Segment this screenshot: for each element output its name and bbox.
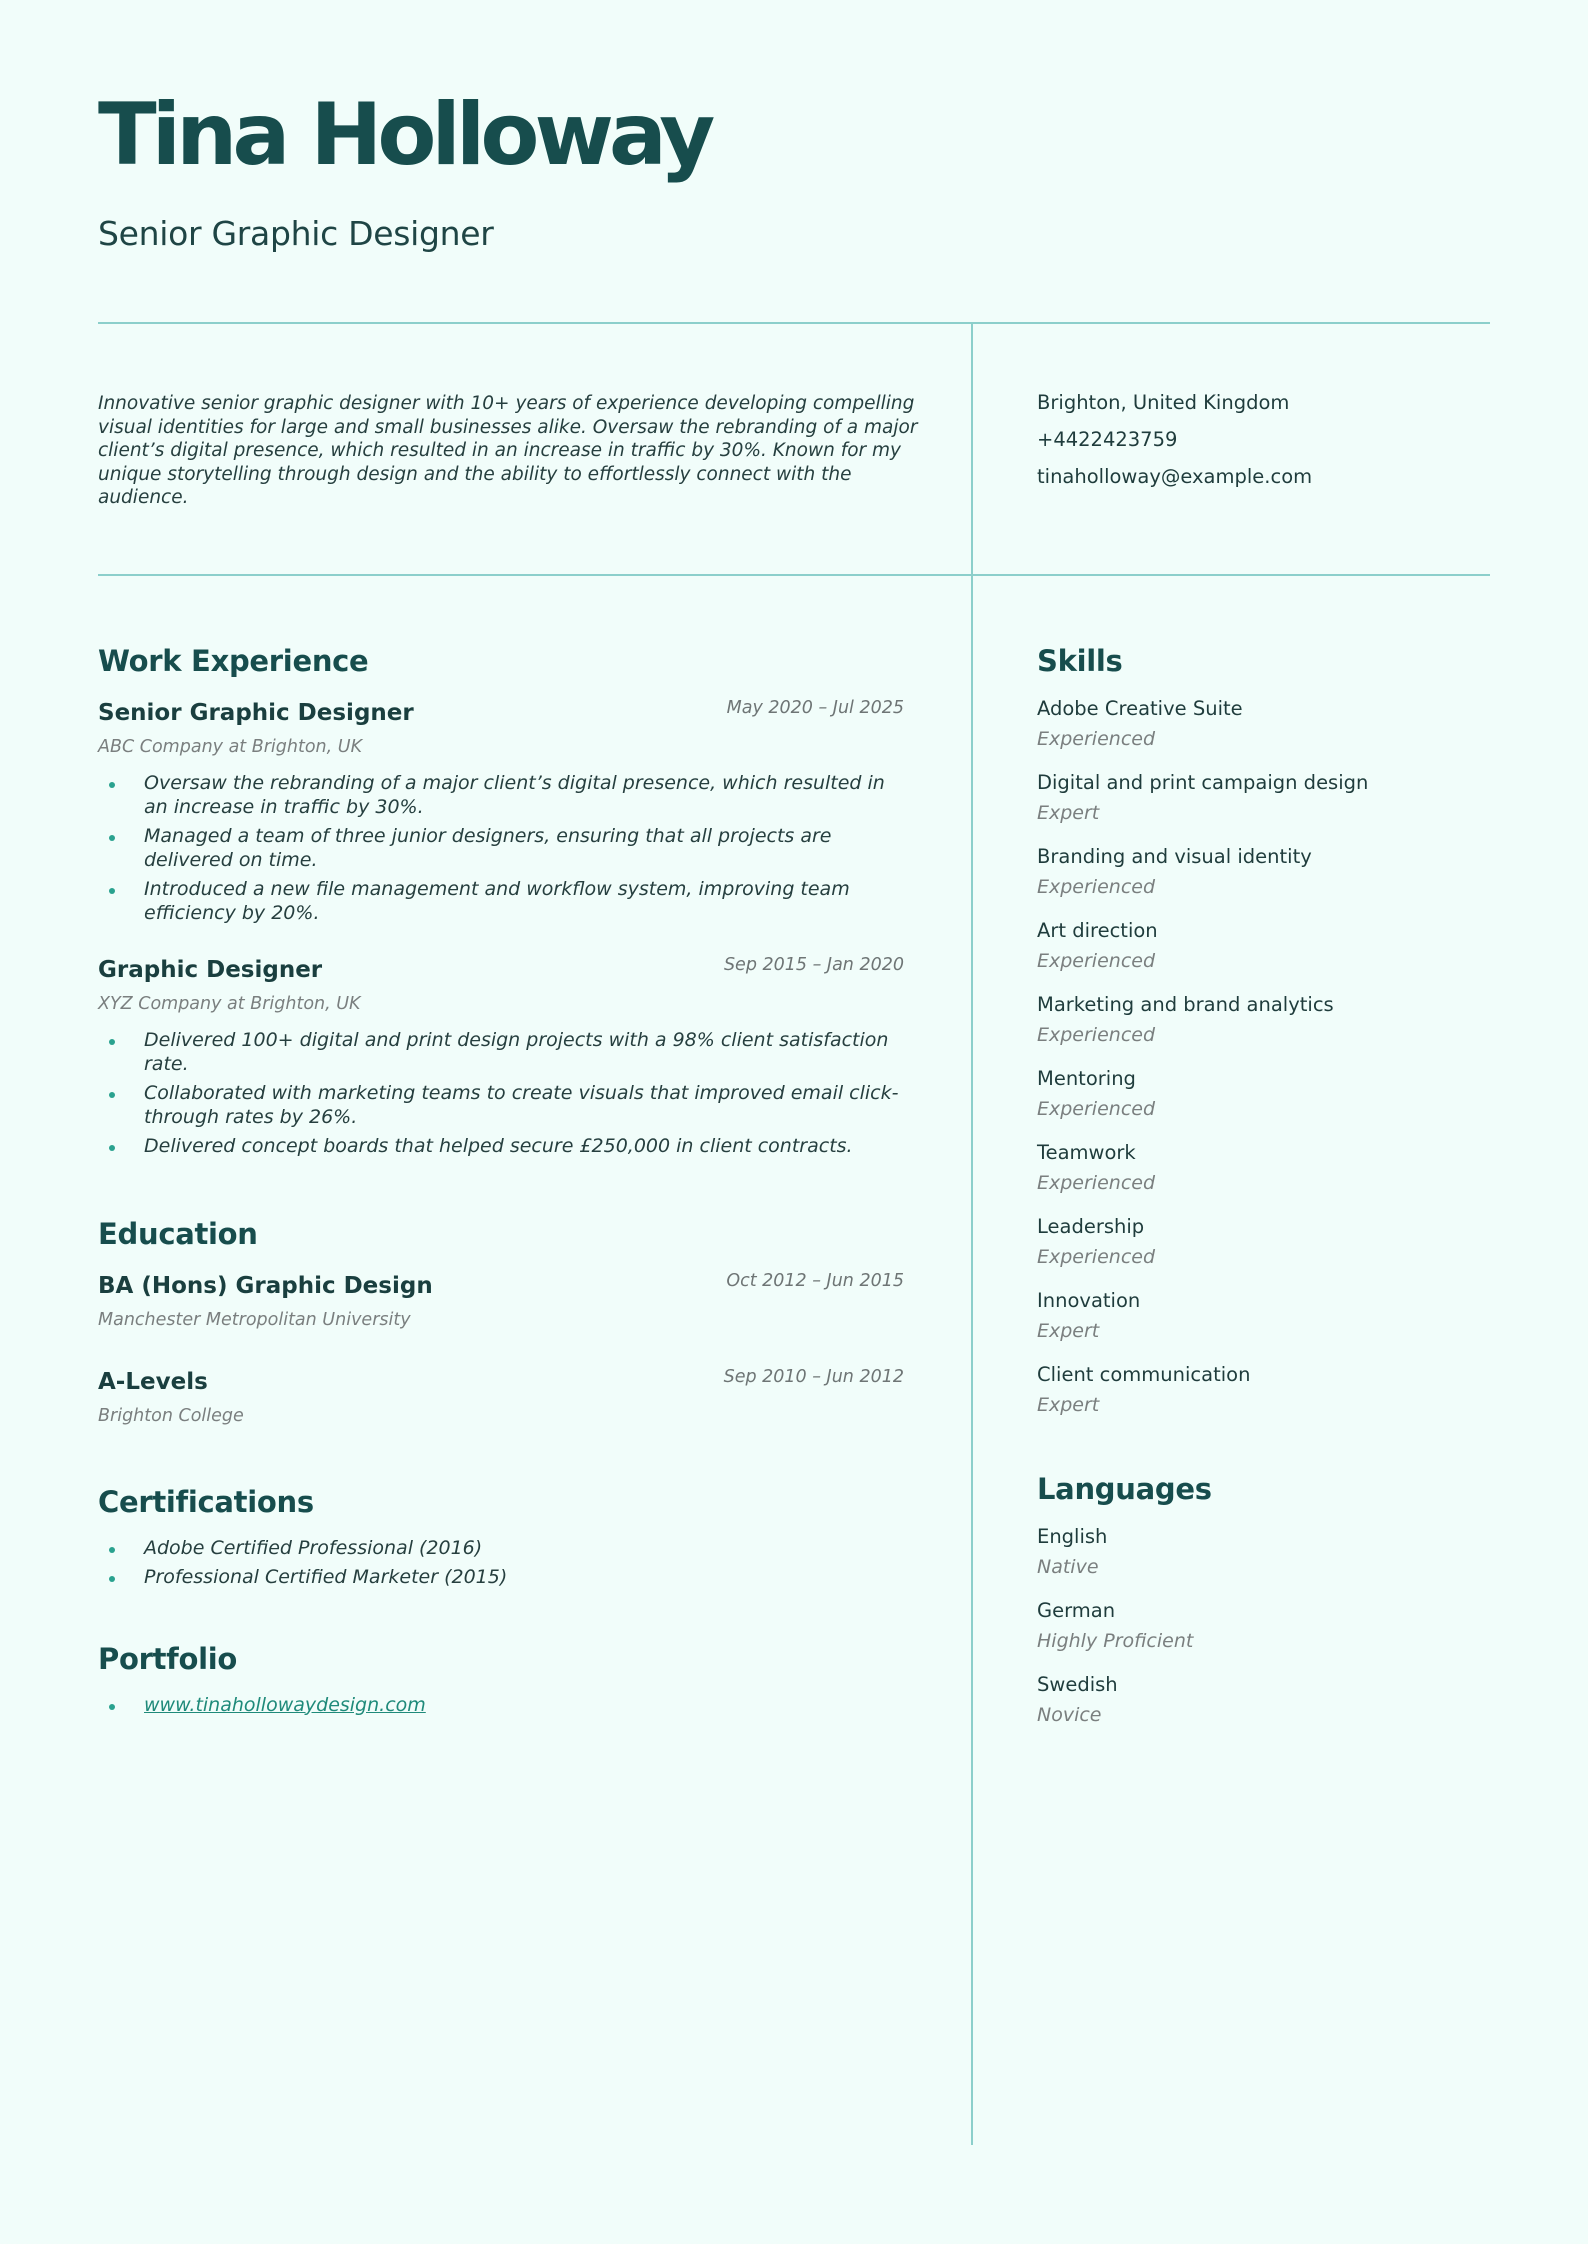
skill-item [1037,918,1487,974]
section-heading: Education [98,1216,258,1251]
top-divider [98,322,1490,324]
contact-info [1037,390,1312,501]
degree-title: BA (Hons) Graphic Design [98,1272,433,1299]
job-role: Senior Graphic Designer [98,700,414,726]
list-item [144,1694,904,1718]
section-heading: Portfolio [98,1641,237,1676]
list-item: Professional Certified Marketer (2015) [144,1566,904,1590]
skill-level: Experienced [1037,1246,1156,1268]
skill-item [1037,1214,1487,1270]
education-entry [98,1269,904,1331]
job-achievements [98,772,904,925]
job-dates: Sep 2015 – Jan 2020 [723,955,904,975]
skill-item [1037,992,1487,1048]
skill-item [1037,844,1487,900]
language-item [1037,1672,1487,1728]
job-company: XYZ Company at Brighton, UK [98,994,361,1014]
skill-item [1037,770,1487,826]
skill-level: Experienced [1037,1172,1156,1194]
section-heading: Work Experience [98,644,369,678]
portfolio-list [98,1694,904,1718]
certifications-section [98,1485,904,1590]
skill-name: Mentoring [1037,1067,1136,1090]
degree-title: A-Levels [98,1368,208,1395]
contact-email[interactable]: tinaholloway@example.com [1037,465,1313,488]
section-heading: Certifications [98,1484,314,1519]
education-entry [98,1365,904,1427]
sidebar-column [1037,644,1487,1746]
education-dates: Oct 2012 – Jun 2015 [726,1270,904,1291]
column-divider [971,323,973,2145]
list-item: Delivered 100+ digital and print design projects with a 98% client satisfaction rate. [144,1029,904,1076]
skill-item [1037,1066,1487,1122]
language-name: German [1037,1599,1116,1622]
certifications-list [98,1537,904,1590]
list-item: Delivered concept boards that helped secure £250,000 in client contracts. [144,1135,904,1159]
school-name: Manchester Metropolitan University [98,1309,411,1330]
work-experience-section [98,644,904,1159]
section-heading: Languages [1037,1472,1212,1506]
job-company: ABC Company at Brighton, UK [98,737,363,757]
middle-divider [98,574,1490,576]
contact-location: Brighton, United Kingdom [1037,391,1290,414]
job-achievements [98,1029,904,1159]
skill-name: Branding and visual identity [1037,845,1312,868]
skill-level: Expert [1037,802,1100,824]
skill-level: Experienced [1037,876,1156,898]
skill-name: Innovation [1037,1289,1141,1312]
skill-level: Experienced [1037,950,1156,972]
list-item: Managed a team of three junior designers, ensuring that all projects are delivered on time. [144,825,904,872]
skill-level: Experienced [1037,1024,1156,1046]
job-entry [98,696,904,925]
skill-name: Digital and print campaign design [1037,771,1369,794]
skill-name: Client communication [1037,1363,1251,1386]
skill-item [1037,1362,1487,1418]
job-title: Senior Graphic Designer [98,214,494,253]
skill-item [1037,1288,1487,1344]
language-level: Novice [1037,1704,1102,1726]
list-item: Introduced a new file management and workflow system, improving team efficiency by 20%. [144,878,904,925]
language-item [1037,1524,1487,1580]
language-level: Highly Proficient [1037,1630,1194,1652]
portfolio-section [98,1642,904,1718]
skill-name: Teamwork [1037,1141,1136,1164]
portfolio-link[interactable]: www.tinahollowaydesign.com [144,1693,426,1716]
candidate-name: Tina Holloway [98,85,711,185]
contact-phone[interactable]: +4422423759 [1037,428,1178,451]
job-dates: May 2020 – Jul 2025 [726,698,904,718]
education-section [98,1217,904,1427]
profile-summary: Innovative senior graphic designer with 10+ years of experience developing compelling visual identities for large and small businesses alike. Oversaw the rebranding of a major client’s digital presence, which resulted in an increase in traffic by 30%. Known for my unique storytelling through design and the ability to effortlessly connect with the audience. [98,393,918,508]
skill-name: Art direction [1037,919,1158,942]
list-item: Oversaw the rebranding of a major client’s digital presence, which resulted in an increase in traffic by 30%. [144,772,904,819]
skill-level: Expert [1037,1394,1100,1416]
skills-list [1037,696,1487,1418]
skill-name: Adobe Creative Suite [1037,697,1243,720]
list-item: Adobe Certified Professional (2016) [144,1537,904,1561]
skill-item [1037,696,1487,752]
education-dates: Sep 2010 – Jun 2012 [723,1366,904,1387]
job-entry [98,953,904,1159]
skill-level: Expert [1037,1320,1100,1342]
skill-name: Marketing and brand analytics [1037,993,1334,1016]
language-name: English [1037,1525,1108,1548]
skill-level: Experienced [1037,728,1156,750]
job-role: Graphic Designer [98,957,323,983]
skill-item [1037,1140,1487,1196]
main-column [98,644,904,1723]
section-heading: Skills [1037,644,1123,678]
skill-name: Leadership [1037,1215,1145,1238]
language-item [1037,1598,1487,1654]
skill-level: Experienced [1037,1098,1156,1120]
language-level: Native [1037,1556,1099,1578]
languages-list [1037,1524,1487,1728]
list-item: Collaborated with marketing teams to create visuals that improved email click-through rates by 26%. [144,1082,904,1129]
skills-section [1037,644,1487,1418]
language-name: Swedish [1037,1673,1118,1696]
languages-section [1037,1472,1487,1728]
school-name: Brighton College [98,1405,244,1426]
